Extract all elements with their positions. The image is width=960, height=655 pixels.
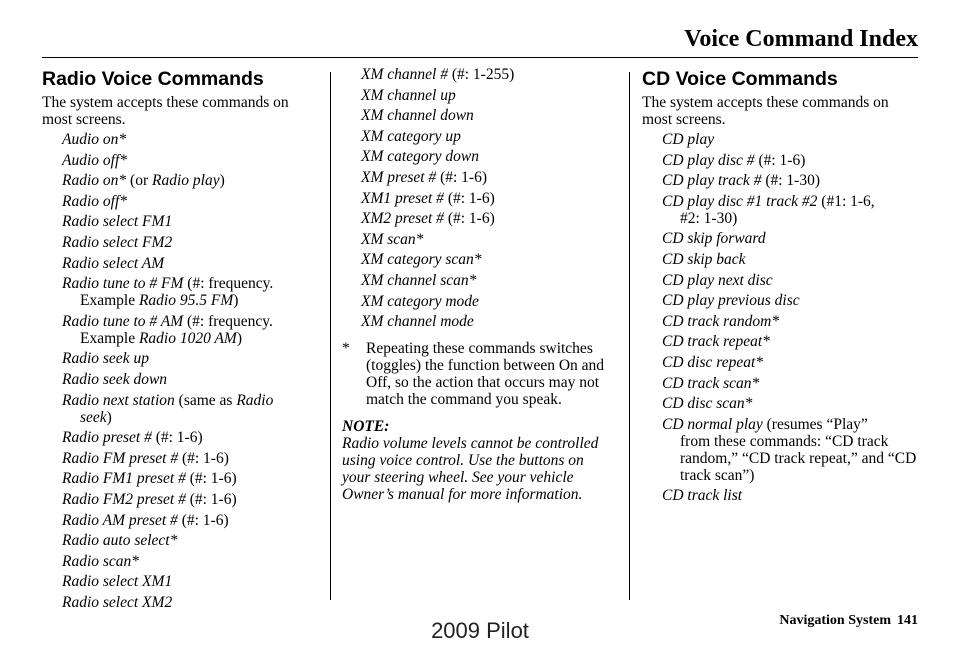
command-item — [42, 594, 318, 611]
command-continuation — [662, 433, 918, 484]
command-name: Radio tune to # FM — [62, 275, 184, 293]
command-name: Radio FM preset # — [62, 449, 179, 467]
cd-intro: The system accepts these commands on most screens. — [642, 94, 889, 128]
command-item — [642, 487, 918, 504]
command-note: (#1: 1-6, — [817, 192, 875, 210]
cd-section-title: CD Voice Commands — [642, 68, 838, 90]
command-note: (#: 1-6) — [177, 511, 229, 529]
command-item — [42, 213, 318, 230]
command-name: Radio select XM2 — [62, 593, 173, 611]
command-note: (#: 1-30) — [761, 172, 820, 190]
radio-column-1 — [42, 66, 318, 614]
command-item — [642, 395, 918, 412]
command-note: (#: 1-6) — [436, 168, 487, 186]
footnote-text: Repeating these commands switches (toggles) the function between On and Off, so the action that occurs may not match the command you speak. — [366, 340, 605, 409]
command-note: (#: frequency. — [183, 275, 274, 293]
command-item — [342, 210, 616, 227]
command-example: Radio 1020 AM — [138, 329, 237, 347]
command-name: CD play previous disc — [662, 292, 800, 310]
command-note: (#: 1-255) — [447, 66, 515, 83]
command-item — [342, 107, 616, 124]
command-name: CD play disc #1 track #2 — [662, 192, 818, 210]
command-item — [42, 532, 318, 549]
xm-command-list — [342, 66, 616, 330]
command-name: XM category down — [361, 148, 479, 166]
command-name: Radio seek up — [62, 350, 149, 368]
command-note: (resumes “Play” — [762, 415, 868, 433]
command-name: CD disc scan* — [662, 395, 753, 413]
command-item — [42, 392, 318, 426]
command-name: XM channel down — [361, 107, 474, 125]
cd-command-list — [642, 131, 918, 504]
radio-section-title: Radio Voice Commands — [42, 68, 264, 90]
command-item — [42, 429, 318, 446]
command-continuation — [62, 330, 318, 347]
command-item — [642, 251, 918, 268]
command-name: CD skip back — [662, 250, 746, 268]
command-item — [642, 375, 918, 392]
command-item — [42, 491, 318, 508]
command-item — [342, 272, 616, 289]
command-name: CD track scan* — [662, 374, 760, 392]
footnote — [342, 340, 616, 408]
command-name: CD play — [662, 131, 715, 148]
command-note: #2: 1-30) — [680, 209, 738, 227]
command-name: Radio next station — [62, 391, 175, 409]
command-item — [642, 354, 918, 371]
radio-command-list — [42, 131, 318, 611]
command-item — [42, 275, 318, 309]
command-name: XM channel # — [361, 66, 448, 83]
command-name: XM category up — [361, 127, 461, 145]
cd-column — [642, 66, 918, 508]
command-name: Radio select AM — [62, 254, 165, 272]
note-text: Radio volume levels cannot be controlled using voice control. Use the buttons on your steering wheel. See your vehicle Owner’s manual for more information. — [342, 435, 599, 504]
command-note: ) — [236, 329, 243, 347]
command-item — [642, 172, 918, 189]
command-continuation — [62, 292, 318, 309]
command-item — [42, 350, 318, 367]
command-name: XM category mode — [361, 292, 479, 310]
command-item — [642, 230, 918, 247]
command-item — [42, 573, 318, 590]
command-item — [42, 193, 318, 210]
command-name: CD play disc # — [662, 151, 755, 169]
command-name: Radio AM preset # — [62, 511, 178, 529]
header-rule — [42, 57, 918, 58]
command-item — [642, 131, 918, 148]
page-title: Voice Command Index — [684, 26, 918, 52]
command-item — [642, 416, 918, 484]
command-name: Radio auto select* — [62, 532, 178, 550]
command-example: seek — [80, 408, 107, 426]
command-note: (#: 1-6) — [443, 210, 495, 228]
watermark: 2009 Pilot — [431, 618, 529, 643]
radio-intro: The system accepts these commands on most screens. — [42, 94, 289, 128]
command-name: XM channel up — [361, 86, 456, 104]
command-name: XM channel scan* — [361, 271, 477, 289]
command-item — [642, 292, 918, 309]
command-item — [342, 66, 616, 83]
command-note: (#: 1-6) — [443, 189, 495, 207]
command-note: (#: 1-6) — [185, 490, 237, 508]
command-name: CD skip forward — [662, 230, 766, 248]
command-item — [42, 450, 318, 467]
command-note: (same as — [174, 391, 237, 409]
command-note: (#: 1-6) — [185, 470, 237, 488]
command-continuation — [62, 409, 318, 426]
command-name: Radio select FM1 — [62, 213, 173, 231]
command-name: Radio preset # — [62, 429, 152, 447]
command-name: Radio select FM2 — [62, 233, 173, 251]
command-name: XM channel mode — [361, 313, 474, 331]
command-item — [42, 152, 318, 169]
command-name: Audio on* — [62, 131, 127, 148]
footnote-mark: * — [342, 340, 350, 358]
command-name: XM2 preset # — [361, 210, 444, 228]
command-note: (#: 1-6) — [178, 449, 229, 467]
command-item — [342, 231, 616, 248]
command-name: XM1 preset # — [361, 189, 444, 207]
command-item — [342, 128, 616, 145]
command-note: ) — [219, 172, 225, 190]
command-item — [42, 255, 318, 272]
page-number: 141 — [897, 613, 918, 628]
command-example: Radio 95.5 FM — [138, 292, 234, 310]
command-name: Radio scan* — [62, 552, 140, 570]
footer-section-label: Navigation System — [779, 613, 891, 628]
command-item — [42, 131, 318, 148]
command-note: Example — [80, 329, 139, 347]
command-item — [642, 313, 918, 330]
command-item — [42, 234, 318, 251]
command-name: CD normal play — [662, 415, 763, 433]
command-item — [342, 87, 616, 104]
command-note: (#: 1-6) — [754, 151, 806, 169]
command-name: CD track list — [662, 487, 743, 505]
command-note: from these commands: “CD track random,” “CD track repeat,” and “CD track scan”) — [680, 432, 917, 484]
command-item — [42, 371, 318, 388]
command-name: Radio on* — [62, 172, 127, 190]
command-name-alt: Radio play — [151, 172, 220, 190]
command-name-alt: Radio — [236, 391, 274, 409]
command-item — [42, 172, 318, 189]
command-name: Radio select XM1 — [62, 573, 173, 591]
command-name: XM preset # — [361, 168, 437, 186]
note-label: NOTE: — [342, 418, 390, 436]
command-note: (#: frequency. — [183, 312, 273, 330]
command-item — [342, 148, 616, 165]
command-item — [642, 333, 918, 350]
command-item — [42, 470, 318, 487]
command-name: CD track random* — [662, 312, 780, 330]
command-name: CD play track # — [662, 172, 762, 190]
command-name: CD disc repeat* — [662, 353, 764, 371]
command-name: XM category scan* — [361, 251, 482, 269]
command-item — [342, 251, 616, 268]
column-divider — [330, 72, 331, 600]
command-item — [42, 512, 318, 529]
command-item — [642, 193, 918, 227]
command-note: ) — [233, 292, 239, 310]
command-item — [42, 313, 318, 347]
command-name: XM scan* — [361, 230, 424, 248]
command-note: Example — [80, 292, 139, 310]
command-item — [342, 169, 616, 186]
command-item — [342, 293, 616, 310]
radio-column-2 — [342, 66, 616, 503]
command-name: Radio seek down — [62, 370, 168, 388]
column-divider — [629, 72, 630, 600]
command-item — [342, 313, 616, 330]
command-name: Audio off* — [62, 151, 128, 169]
command-name: Radio tune to # AM — [62, 312, 184, 330]
command-item — [642, 272, 918, 289]
command-continuation — [662, 210, 918, 227]
command-name: Radio FM2 preset # — [62, 490, 186, 508]
command-name: CD play next disc — [662, 271, 773, 289]
command-item — [342, 190, 616, 207]
command-note: ) — [106, 408, 112, 426]
command-note: (or — [126, 172, 152, 190]
command-item — [42, 553, 318, 570]
command-note: (#: 1-6) — [151, 429, 203, 447]
command-item — [642, 152, 918, 169]
command-name: Radio FM1 preset # — [62, 470, 186, 488]
command-name: CD track repeat* — [662, 333, 770, 351]
command-name: Radio off* — [62, 192, 128, 210]
